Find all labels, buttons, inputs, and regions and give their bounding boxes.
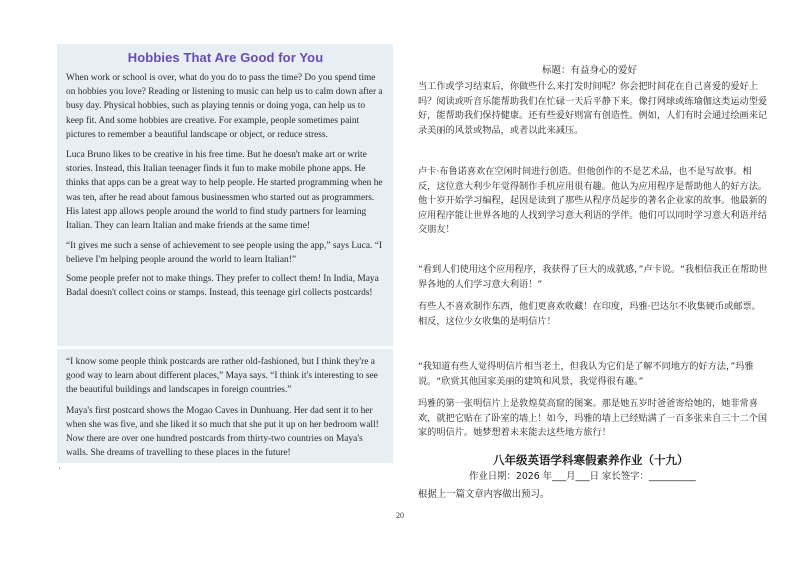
chinese-paragraph-2: 卢卡·布鲁诺喜欢在空闲时间进行创造。但他创作的不是艺术品，也不是写故事。相反，这位意大利少年觉得制作手机应用很有趣。他认为应用程序是帮助他人的好方法。他十岁开始学习编程，起因是读到了那些从程序员起步的著名企业家的故事。他最新的应用程序能让世界各地的人找到学习意大利语的学伴。他们可以同时学习意大利语并结交朋友！ xyxy=(418,166,768,236)
english-article-panel xyxy=(57,44,393,346)
chinese-paragraph-4: 有些人不喜欢制作东西，他们更喜欢收藏！在印度，玛雅·巴达尔不收集硬币或邮票。相反，这位少女收集的是明信片！ xyxy=(418,301,761,327)
chinese-paragraph-6: 玛雅的第一张明信片上是敦煌莫高窟的图案。那是她五岁时爸爸寄给她的，她非常喜欢，就把它贴在了卧室的墙上！如今，玛雅的墙上已经贴满了一百多张来自三十二个国家的明信片。她梦想着未来能去这些地方旅行！ xyxy=(418,398,768,439)
homework-instruction: 根据上一篇文章内容做出预习。 xyxy=(418,489,550,500)
article-paragraph-5: “I know some people think postcards are rather old-fashioned, but I think they're a good way to learn about different places,” Maya says. “I think it's interesting to see the beautiful buildings and landscapes in foreign countries.” xyxy=(66,357,378,396)
article-paragraph-2: Luca Bruno likes to be creative in his free time. But he doesn't make art or write stories. Instead, this Italian teenager finds it fun to make mobile phone apps. He thinks that apps can be a great way to help people. He started programming when he was ten, after he read about famous businessmen who started out as programmers. His latest app allows people around the world to find study partners for learning Italian. They can learn Italian and make friends at the same time! xyxy=(66,150,383,232)
chinese-paragraph-1: 当工作或学习结束后，你做些什么来打发时间呢？你会把时间花在自己喜爱的爱好上吗？阅读或听音乐能帮助我们在忙碌一天后平静下来。像打网球或练瑜伽这类运动型爱好，能帮助我们保持健康。还有些爱好则富有创造性。例如，人们有时会通过绘画来记录美丽的风景或物品，或者以此来减压。 xyxy=(418,81,768,136)
page-number: 20 xyxy=(396,511,404,520)
article-paragraph-4: Some people prefer not to make things. They prefer to collect them! In India, Maya Badal doesn't collect coins or stamps. Instead, this teenage girl collects postcards! xyxy=(66,273,379,298)
article-paragraph-3: “It gives me such a sense of achievement to see people using the app,” says Luca. “I believe I'm helping people around the world to learn Italian!” xyxy=(66,241,383,266)
chinese-title: 标题：有益身心的爱好 xyxy=(542,65,638,76)
homework-title: 八年级英语学科寒假素养作业（十九） xyxy=(493,453,689,467)
chinese-paragraph-5: “我知道有些人觉得明信片相当老土，但我认为它们是了解不同地方的好方法，”玛雅说。“欣赏其他国家美丽的建筑和风景，我觉得很有趣。” xyxy=(418,361,754,387)
article-paragraph-1: When work or school is over, what do you do to pass the time? Do you spend time on hobbies you love? Reading or listening to music can help us to calm down after a busy day. Physical hobbies, such as playing tennis or doing yoga, can help us to keep fit. And some hobbies are creative. For example, people sometimes paint pictures to remember a beautiful landscape or object, or reduce stress. xyxy=(66,73,383,140)
stray-mark: ' xyxy=(59,466,61,475)
article-paragraph-6: Maya's first postcard shows the Mogao Caves in Dunhuang. Her dad sent it to her when she was five, and she liked it so much that she put it up on her bedroom wall! Now there are over one hundred postcards from thirty-two countries on Maya's walls. She dreams of travelling to these places in the future! xyxy=(66,405,379,459)
chinese-paragraph-3: “看到人们使用这个应用程序，我获得了巨大的成就感，”卢卡说。“我相信我正在帮助世界各地的人们学习意大利语！” xyxy=(418,264,768,290)
article-title: Hobbies That Are Good for You xyxy=(127,50,324,65)
homework-date-line: 作业日期：2026 年___月___日 家长签字：__________ xyxy=(469,471,696,482)
english-article-panel-continued xyxy=(57,349,393,463)
